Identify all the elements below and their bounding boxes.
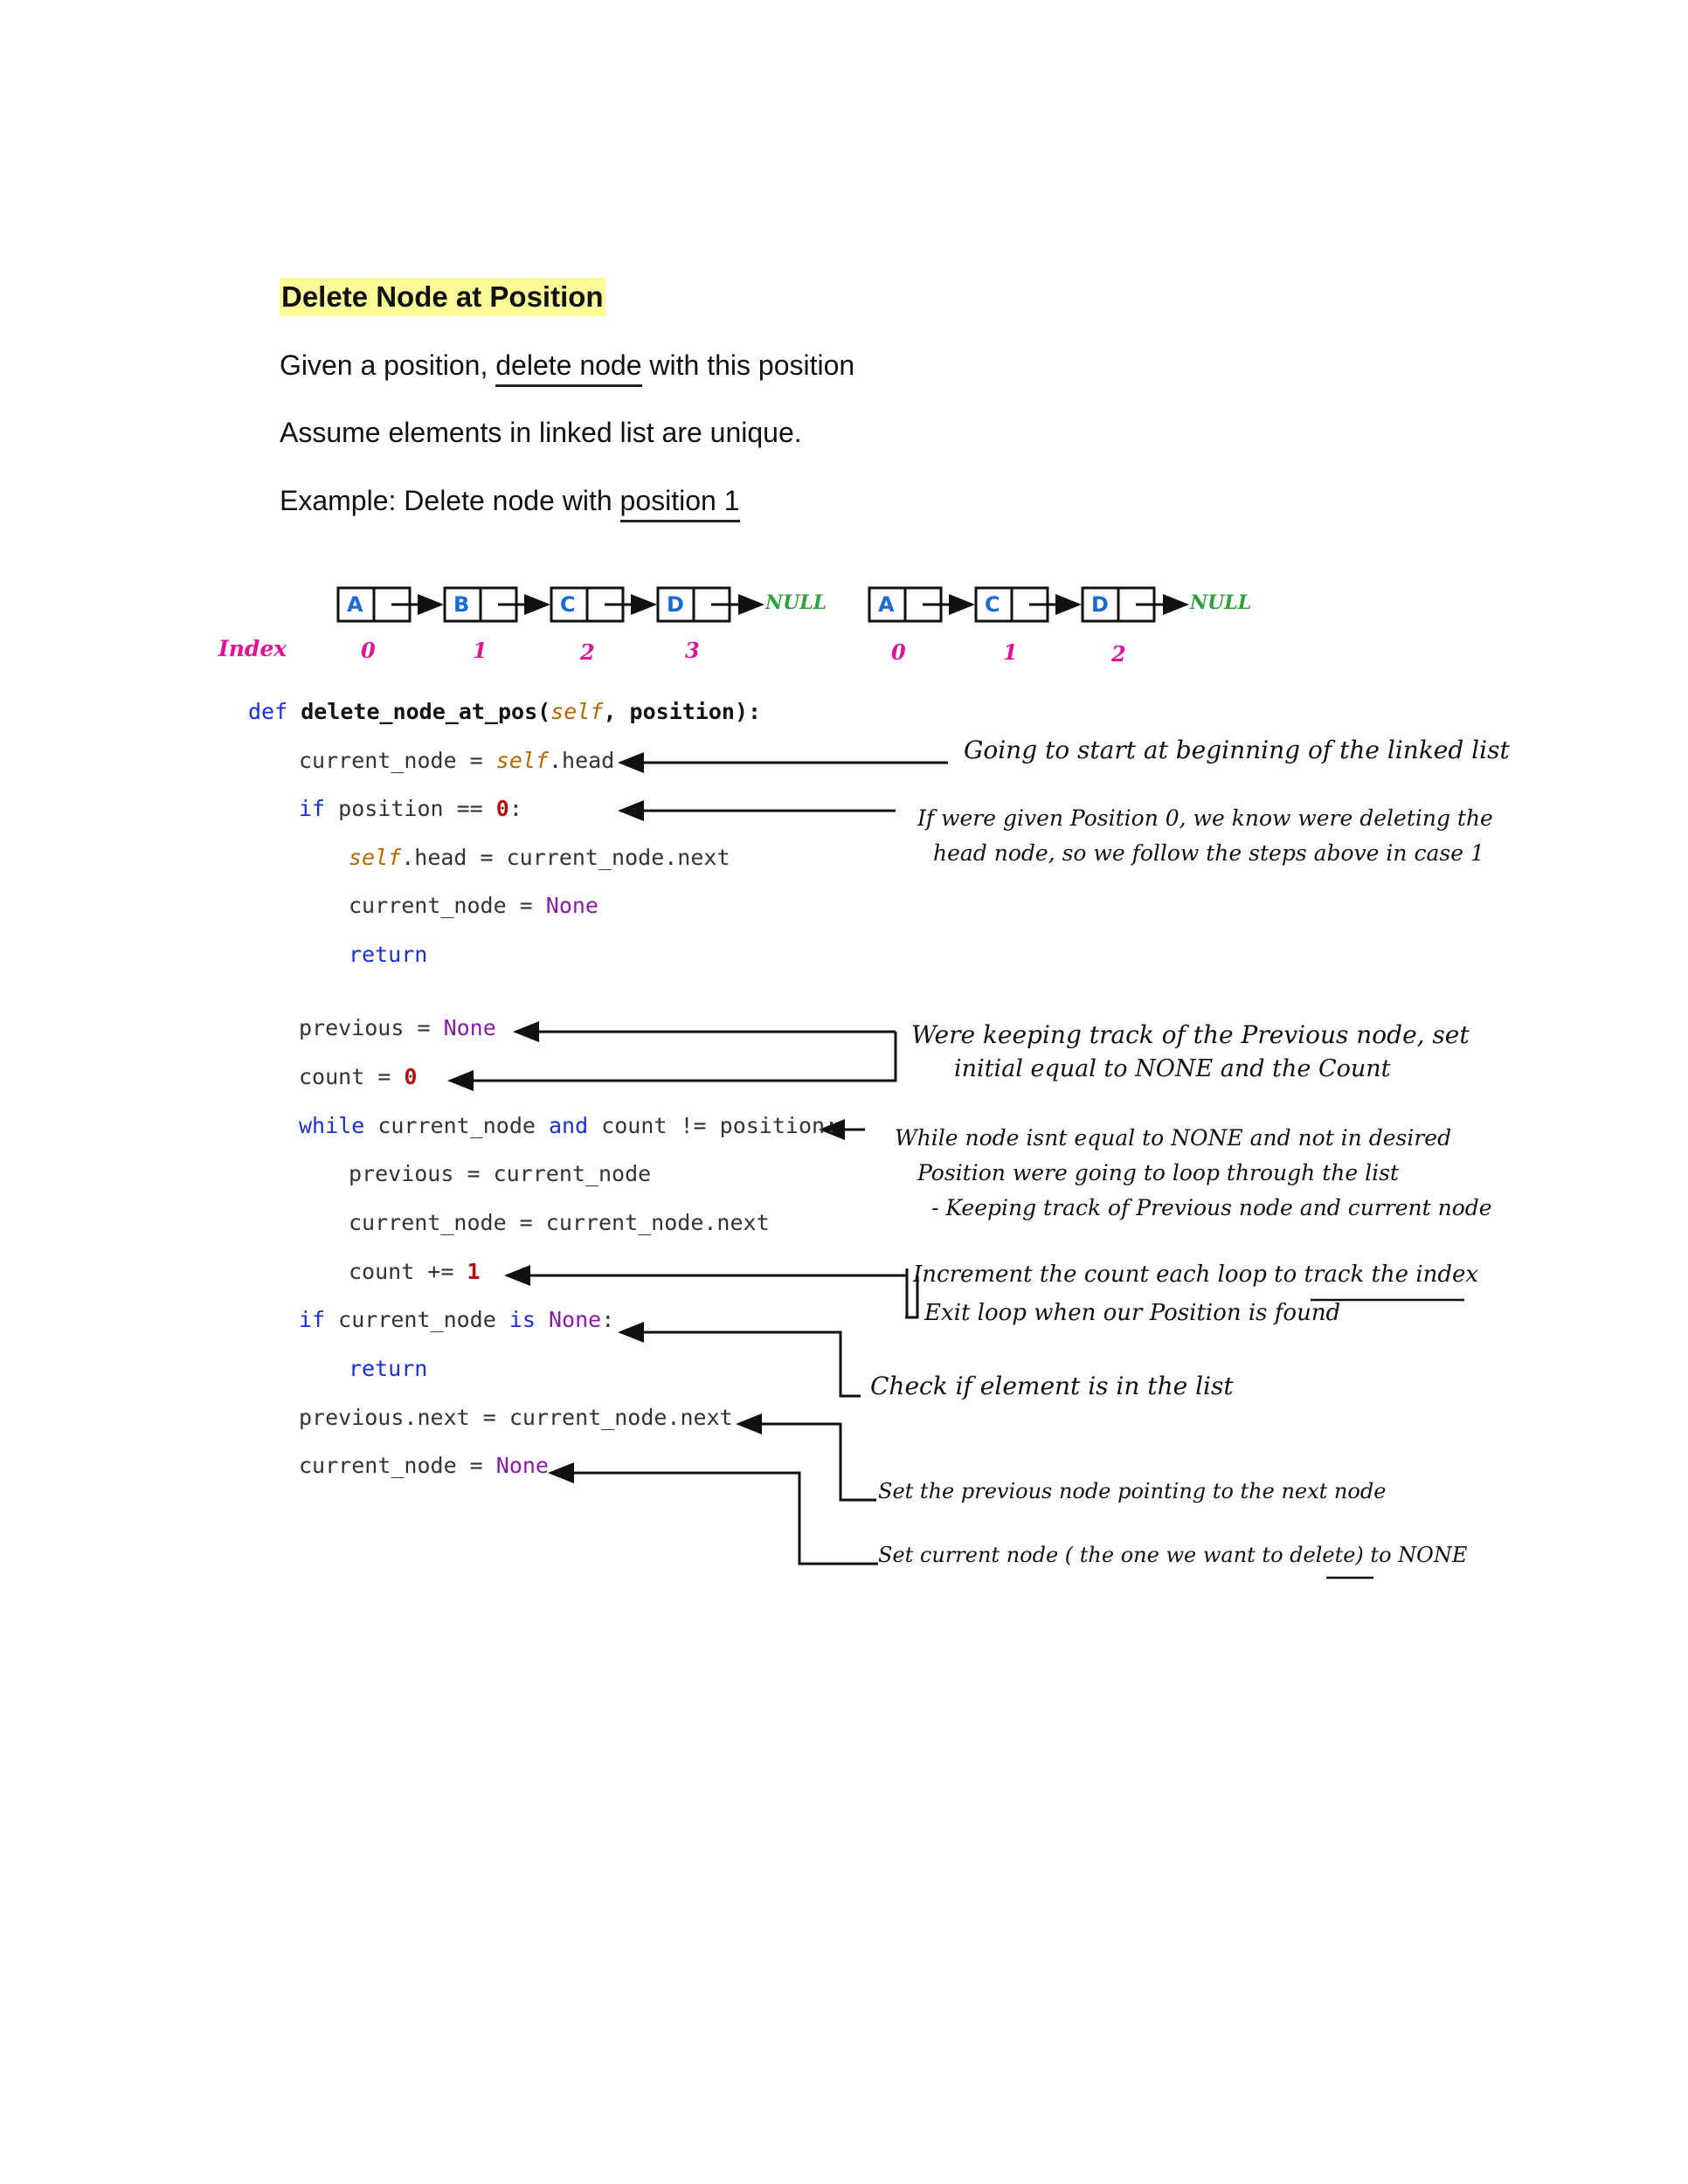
before-index-0: 0 xyxy=(361,638,376,663)
before-node-A: A xyxy=(347,592,363,617)
code-line-9: previous = current_node xyxy=(349,1161,652,1186)
note-while-line1: While node isnt equal to NONE and not in desired xyxy=(895,1125,1452,1151)
note-set-current xyxy=(878,1543,1467,1567)
code-line-4: current_node = None xyxy=(349,893,598,918)
note-set-current-underlined: NONE xyxy=(1398,1543,1468,1567)
code-line-1: current_node = self.head xyxy=(299,748,615,773)
arrow-note-8 xyxy=(550,1473,878,1564)
param-self: self xyxy=(550,699,604,724)
note-set-previous: Set the previous node pointing to the next node xyxy=(878,1479,1387,1503)
code-line-def: def delete_node_at_pos(self, position): xyxy=(248,699,762,724)
arrow-note-3b xyxy=(450,1032,896,1081)
note-previous-line2: initial equal to NONE and the Count xyxy=(954,1055,1391,1082)
kw-def: def xyxy=(248,699,288,724)
intro-line-1-underlined: delete node xyxy=(495,349,641,387)
code-line-8: while current_node and count != position: xyxy=(299,1113,839,1138)
before-index-2: 2 xyxy=(580,639,595,665)
after-node-C: C xyxy=(985,592,1000,617)
intro-line-2: Assume elements in linked list are unique. xyxy=(280,417,802,448)
note-position-0-line2: head node, so we follow the steps above in case 1 xyxy=(933,840,1484,866)
code-line-10: current_node = current_node.next xyxy=(349,1210,770,1235)
after-index-2: 2 xyxy=(1111,641,1126,667)
note-increment-line1 xyxy=(913,1261,1478,1288)
note-increment-underlined: track the index xyxy=(1304,1261,1479,1288)
note-check-element: Check if element is in the list xyxy=(870,1372,1234,1400)
code-line-7: count = 0 xyxy=(299,1064,418,1089)
func-name: delete_node_at_pos xyxy=(301,699,538,724)
code-line-13: return xyxy=(349,1356,428,1381)
index-label: Index xyxy=(218,636,287,661)
note-position-0-line1: If were given Position 0, we know were deleting the xyxy=(917,805,1493,831)
before-index-1: 1 xyxy=(473,638,488,663)
code-line-6: previous = None xyxy=(299,1015,496,1040)
note-increment-text: Increment the count each loop to xyxy=(913,1261,1304,1288)
arrow-note-7 xyxy=(738,1424,876,1500)
arrow-note-6 xyxy=(620,1332,861,1396)
after-node-D: D xyxy=(1091,592,1109,617)
before-node-C: C xyxy=(560,592,576,617)
code-line-14: previous.next = current_node.next xyxy=(299,1405,733,1430)
before-index-3: 3 xyxy=(685,638,700,663)
intro-line-1-post: with this position xyxy=(641,349,855,381)
code-line-2: if position == 0: xyxy=(299,796,522,821)
before-node-D: D xyxy=(667,592,684,617)
note-start-beginning: Going to start at beginning of the linked list xyxy=(964,736,1510,764)
code-line-12: if current_node is None: xyxy=(299,1307,615,1332)
before-null-label: NULL xyxy=(765,591,827,614)
note-set-current-text: Set current node ( the one we want to delete) to xyxy=(878,1543,1399,1567)
after-index-1: 1 xyxy=(1003,639,1018,665)
code-line-5: return xyxy=(349,942,428,967)
intro-line-1-pre: Given a position, xyxy=(280,349,496,381)
intro-line-3-pre: Example: Delete node with xyxy=(280,485,620,516)
after-null-label: NULL xyxy=(1190,591,1252,614)
code-line-3: self.head = current_node.next xyxy=(349,845,730,870)
intro-line-3-underlined: position 1 xyxy=(620,485,740,522)
page-title: Delete Node at Position xyxy=(280,278,605,316)
note-previous-line1: Were keeping track of the Previous node, set xyxy=(911,1020,1470,1049)
before-node-B: B xyxy=(453,592,470,617)
note-while-line3: - Keeping track of Previous node and current node xyxy=(931,1195,1492,1220)
after-node-A: A xyxy=(878,592,895,617)
after-index-0: 0 xyxy=(891,639,906,665)
note-exit-loop: Exit loop when our Position is found xyxy=(924,1300,1341,1326)
def-rest: , position): xyxy=(603,699,762,724)
note-while-line2: Position were going to loop through the list xyxy=(917,1160,1399,1185)
code-line-11: count += 1 xyxy=(349,1259,481,1284)
code-line-15: current_node = None xyxy=(299,1453,549,1478)
